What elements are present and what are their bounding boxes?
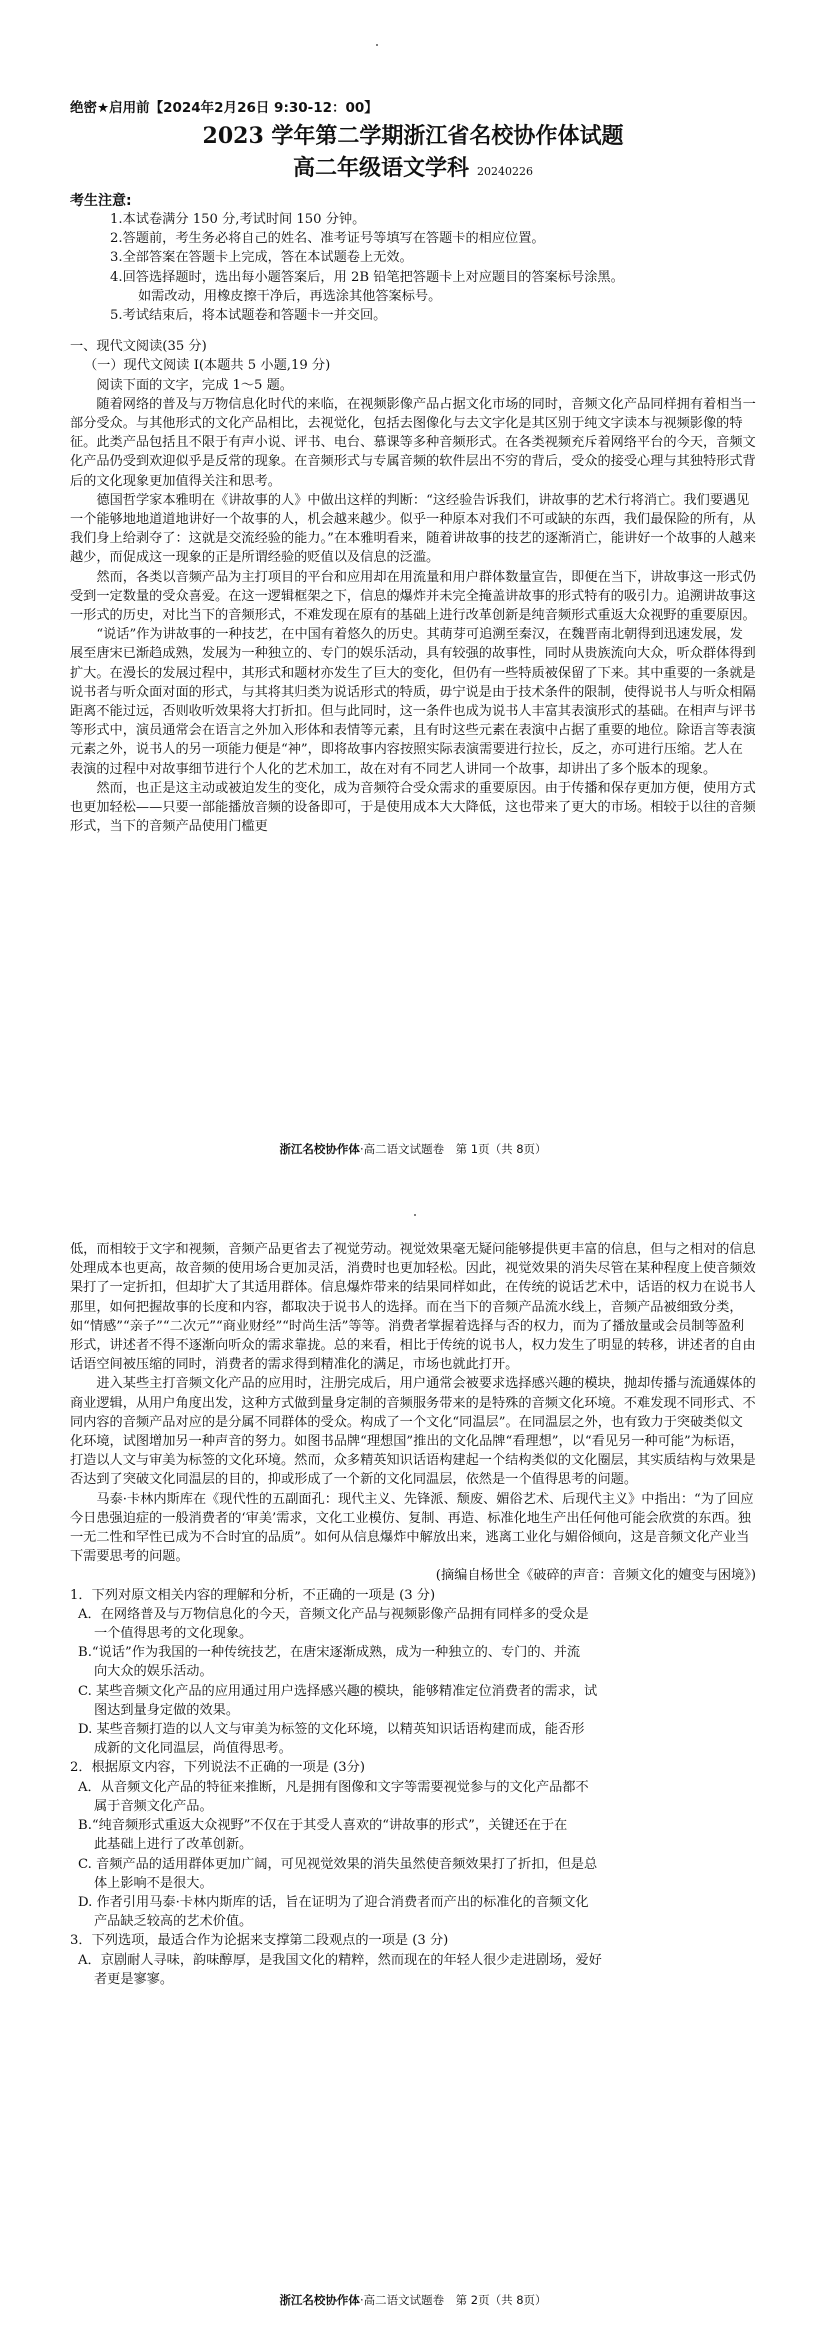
notice-heading: 考生注意: — [70, 193, 132, 209]
article-source: (摘编自杨世全《破碎的声音：音频文化的嬗变与困境》) — [435, 1568, 756, 1584]
notice-item: 4.回答选择题时，选出每小题答案后，用 2B 铅笔把答题卡上对应题目的答案标号涂黑。 — [110, 269, 624, 285]
notice-item: 2.答题前，考生务必将自己的姓名、准考证号等填写在答题卡的相应位置。 — [110, 231, 545, 247]
footer-text: ·高二语文试题卷 第 2页（共 8页） — [359, 2293, 547, 2307]
exam-title: 2023 学年第二学期浙江省名校协作体试题 — [202, 123, 624, 149]
question-option-cont: 此基础上进行了改革创新。 — [94, 1837, 253, 1853]
reading-instruction: 阅读下面的文字，完成 1～5 题。 — [96, 377, 293, 393]
question-option: A．在网络普及与万物信息化的今天，音频文化产品与视频影像产品拥有同样多的受众是 — [78, 1606, 589, 1622]
question-option-cont: 向大众的娱乐活动。 — [94, 1664, 213, 1680]
question-option: D. 作者引用马泰·卡林内斯库的话，旨在证明为了迎合消费者而产出的标准化的音频文化 — [78, 1894, 589, 1910]
question-option: D. 某些音频打造的以人文与审美为标签的文化环境，以精英知识话语构建而成，能否形 — [78, 1722, 585, 1738]
question-option-cont: 产品缺乏较高的艺术价值。 — [94, 1914, 253, 1930]
article-paragraph: 德国哲学家本雅明在《讲故事的人》中做出这样的判断：“这经验告诉我们，讲故事的艺术行将消亡。我们要遇见一个能够地地道道地讲好一个故事的人，机会越来越少。似乎一种原本对我们不可或缺的东西，我们最保险的所有，从我们身上给剥夺了：这就是交流经验的能力。”在本雅明看来，随着讲故事的技艺的逐渐消亡，能讲好一个故事的人越来越少，而促成这一现象的正是所谓经验的贬值以及信息的泛滥。 — [70, 492, 756, 566]
subsection-title: （一）现代文阅读 I(本题共 5 小题,19 分) — [84, 358, 331, 374]
page-footer — [0, 1141, 826, 1157]
article-paragraph: 进入某些主打音频文化产品的应用时，注册完成后，用户通常会被要求选择感兴趣的模块，抛却传播与流通媒体的商业逻辑，从用户角度出发，这种方式做到量身定制的音频服务带来的是特殊的音频文化环境。不难发现不同形式、不同内容的音频产品对应的是分属不同群体的受众。构成了一个文化“同温层”。在同温层之外，也有致力于突破类似文化环境，试图增加另一种声音的努力。如图书品牌“理想国”推出的文化品牌“看理想”，以“看见另一种可能”为标语，打造以人文与审美为标签的文化环境。然而，众多精英知识话语构建起一个结构类似的文化圈层，其实质结构与效果是否达到了突破文化同温层的目的，抑或形成了一个新的文化同温层，依然是一个值得思考的问题。 — [70, 1376, 756, 1488]
article-paragraph: 马泰·卡林内斯库在《现代性的五副面孔：现代主义、先锋派、颓废、媚俗艺术、后现代主义》中指出：“为了回应今日患强迫症的一般消费者的‘审美’需求，文化工业模仿、复制、再造、标准化地生产出任何他可能会欣赏的东西。独一无二性和罕性已成为不合时宜的品质”。如何从信息爆炸中解放出来，逃离工业化与媚俗倾向，这是音频文化产业当下需要思考的问题。 — [70, 1491, 754, 1565]
notice-item: 1.本试卷满分 150 分,考试时间 150 分钟。 — [110, 212, 366, 227]
scan-speck — [414, 1214, 416, 1216]
question-option-cont: 者更是寥寥。 — [94, 1971, 174, 1987]
notice-item: 5.考试结束后，将本试题卷和答题卡一并交回。 — [110, 308, 387, 324]
article-paragraph: 然而，也正是这主动或被迫发生的变化，成为音频符合受众需求的重要原因。由于传播和保存更加方便，使用方式也更加轻松——只要一部能播放音频的设备即可，于是使用成本大大降低，这也带来了更大的市场。相较于以往的音频形式，当下的音频产品使用门槛更 — [70, 780, 756, 835]
notice-item: 如需改动，用橡皮擦干净后，再选涂其他答案标号。 — [138, 288, 442, 304]
question-stem: 3．下列选项，最适合作为论据来支撑第二段观点的一项是 (3 分) — [70, 1933, 449, 1949]
article-paragraph: 然而，各类以音频产品为主打项目的平台和应用却在用流量和用户群体数量宣告，即便在当下，讲故事这一形式仍受到一定数量的受众喜爱。在这一逻辑框架之下，信息的爆炸并未完全掩盖讲故事的形式特有的吸引力。追溯讲故事这一形式的历史，对比当下的音频形式，不难发现在原有的基础上进行改革创新是纯音频形式重返大众视野的重要原因。 — [70, 569, 756, 624]
footer-brand: 浙江名校协作体 — [279, 1142, 360, 1156]
exam-page-2 — [0, 1240, 826, 2330]
question-option: A．京剧耐人寻味，韵味醇厚，是我国文化的精粹，然而现在的年轻人很少走进剧场，爱好 — [78, 1952, 602, 1968]
question-option: C. 音频产品的适用群体更加广阔，可见视觉效果的消失虽然使音频效果打了折扣，但是总 — [78, 1856, 598, 1872]
exam-subtitle — [70, 152, 756, 188]
question-option-cont: 属于音频文化产品。 — [94, 1798, 213, 1814]
question-option-cont: 体上影响不是很大。 — [94, 1875, 213, 1891]
article-paragraph: 随着网络的普及与万物信息化时代的来临，在视频影像产品占据文化市场的同时，音频文化产品同样拥有着相当一部分受众。与其他形式的文化产品相比，去视觉化，包括去图像化与去文字化是其区别于纯文字读本与视频影像的特征。此类产品包括且不限于有声小说、评书、电台、慕课等多种音频形式。在各类视频充斥着网络平台的今天，音频文化产品仍受到欢迎似乎是反常的现象。在音频形式与专属音频的软件层出不穷的背后，受众的接受心理与其独特形式背后的文化现象更加值得关注和思考。 — [70, 396, 756, 489]
notice-item: 3.全部答案在答题卡上完成，答在本试题卷上无效。 — [110, 250, 413, 266]
article-paragraph: 低，而相较于文字和视频，音频产品更省去了视觉劳动。视觉效果毫无疑问能够提供更丰富的信息，但与之相对的信息处理成本也更高，故音频的使用场合更加灵活，消费时也更加轻松。因此，视觉效果的消失尽管在某种程度上使音频效果打了一定折扣，但却扩大了其适用群体。信息爆炸带来的结果同样如此，在传统的说话艺术中，话语的权力在说书人那里，如何把握故事的长度和内容，都取决于说书人的选择。而在当下的音频产品流水线上，音频产品被细致分类，如“情感”“亲子”“二次元”“商业财经”“时尚生活”等等。消费者掌握着选择与否的权力，而为了播放量或会员制等盈利形式，讲述者不得不逐渐向听众的需求靠拢。总的来看，相比于传统的说书人，权力发生了明显的转移，讲述者的自由话语空间被压缩的同时，消费者的需求得到精准化的满足，市场也就此打开。 — [70, 1242, 756, 1373]
page-footer — [0, 2292, 826, 2308]
question-option-cont: 一个值得思考的文化现象。 — [94, 1626, 253, 1642]
scan-speck — [376, 44, 378, 46]
confidential-header: 绝密★启用前【2024年2月26日 9:30-12：00】 — [70, 100, 378, 116]
footer-brand: 浙江名校协作体 — [279, 2293, 360, 2307]
question-option: B.“纯音频形式重返大众视野”不仅在于其受人喜欢的“讲故事的形式”，关键还在于在 — [78, 1818, 568, 1834]
exam-page-1 — [0, 96, 826, 1166]
question-option: A．从音频文化产品的特征来推断，凡是拥有图像和文字等需要视觉参与的文化产品都不 — [78, 1779, 589, 1795]
question-option-cont: 图达到量身定做的效果。 — [94, 1702, 240, 1718]
exam-code: 20240226 — [477, 165, 533, 178]
question-option-cont: 成新的文化同温层，尚值得思考。 — [94, 1741, 292, 1757]
article-paragraph: “说话”作为讲故事的一种技艺，在中国有着悠久的历史。其萌芽可追溯至秦汉，在魏晋南北朝得到迅速发展，发展至唐宋已渐趋成熟，发展为一种独立的、专门的娱乐活动，具有较强的故事性，同时从贵族流向大众，听众群体得到扩大。在漫长的发展过程中，其形式和题材亦发生了巨大的变化，但仍有一些特质被保留了下来。其中重要的一条就是说书者与听众面对面的形式，与其将其归类为说话形式的特质，毋宁说是由于技术条件的限制，使得说书人与听众相隔距离不能过远，否则收听效果将大打折扣。但与此同时，这一条件也成为说书人丰富其表演形式的基础。在相声与评书等形式中，演员通常会在语言之外加入形体和表情等元素，且有时这些元素在表演中占据了重要的地位。除语言等表演元素之外，说书人的另一项能力便是“神”，即将故事内容按照实际表演需要进行拉长，反之，亦可进行压缩。艺人在表演的过程中对故事细节进行个人化的艺术加工，故在对有不同艺人讲同一个故事，却讲出了多个版本的现象。 — [70, 627, 756, 777]
footer-text: ·高二语文试题卷 第 1页（共 8页） — [359, 1142, 547, 1156]
subject-label: 高二年级语文学科 — [292, 155, 469, 181]
question-stem: 1．下列对原文相关内容的理解和分析，不正确的一项是 (3 分) — [70, 1587, 436, 1603]
question-option: C. 某些音频文化产品的应用通过用户选择感兴趣的模块，能够精准定位消费者的需求，试 — [78, 1683, 598, 1699]
question-stem: 2．根据原文内容，下列说法不正确的一项是 (3分) — [70, 1760, 366, 1776]
question-option: B.“说话”作为我国的一种传统技艺，在唐宋逐渐成熟，成为一种独立的、专门的、并流 — [78, 1645, 581, 1661]
section-title: 一、现代文阅读(35 分) — [70, 339, 207, 355]
